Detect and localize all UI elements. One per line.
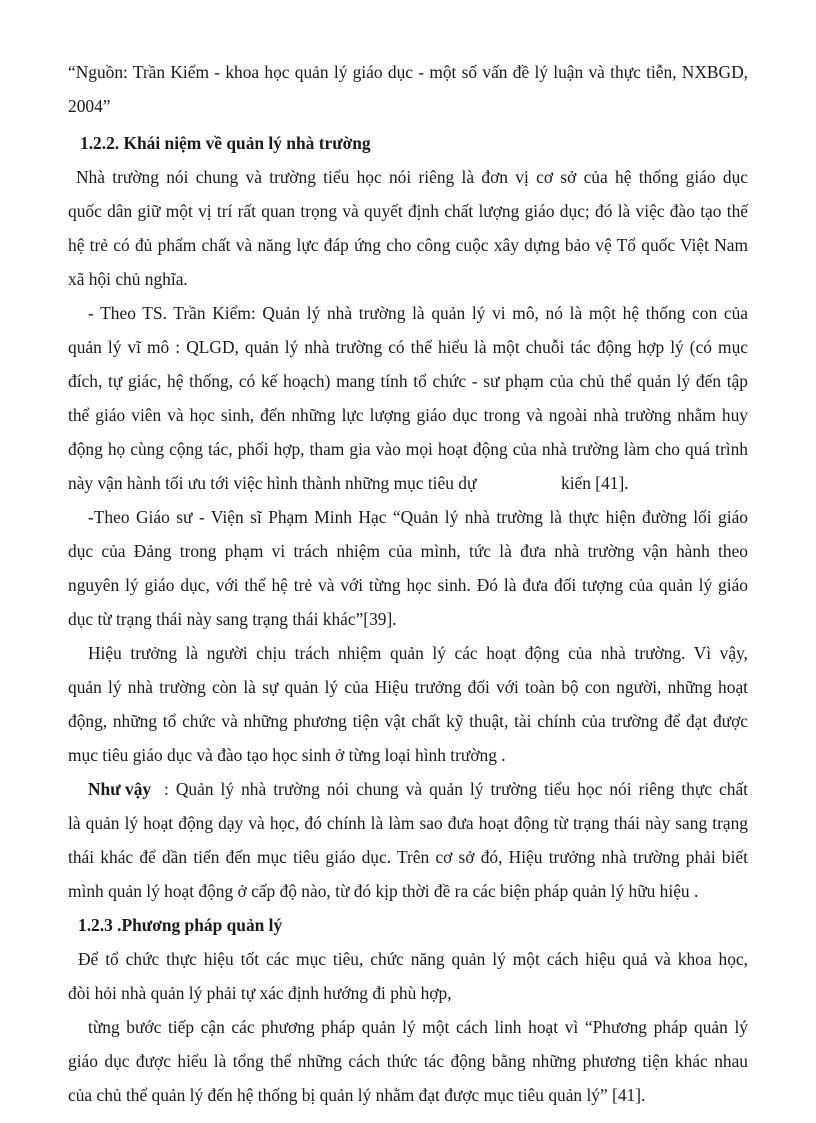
paragraph-line: động, những tổ chức và những phương tiện vật chất kỹ thuật, tài chính của trường để đạt được [68, 711, 748, 731]
paragraph-line: đòi hỏi nhà quản lý phải tự xác định hướng đi phù hợp, [68, 983, 452, 1003]
paragraph-line-fragment: kiến [41]. [561, 473, 629, 493]
paragraph-line: quản lý vĩ mô : QLGD, quản lý nhà trường có thể hiểu là một chuỗi tác động hợp lý (có mục [68, 337, 748, 357]
paragraph-line: của chủ thể quản lý đến hệ thống bị quản lý nhằm đạt được mục tiêu quản lý” [41]. [68, 1085, 646, 1105]
paragraph-line: hệ trẻ có đủ phẩm chất và năng lực đáp ứng cho công cuộc xây dựng bảo vệ Tổ quốc Việt Nam [68, 235, 748, 255]
paragraph-line: dục từ trạng thái này sang trạng thái khác”[39]. [68, 609, 397, 629]
paragraph-line: quản lý nhà trường còn là sự quản lý của Hiệu trưởng đối với toàn bộ con người, những hoạt [68, 677, 748, 697]
paragraph-line: -Theo Giáo sư - Viện sĩ Phạm Minh Hạc “Quản lý nhà trường là thực hiện đường lối giáo [88, 507, 748, 527]
paragraph-line: thể giáo viên và học sinh, đến những lực lượng giáo dục trong và ngoài nhà trường nhằm huy [68, 405, 748, 425]
paragraph-line: xã hội chủ nghĩa. [68, 269, 188, 289]
source-citation-line-2: 2004” [68, 96, 111, 116]
paragraph-line: giáo dục được hiểu là tổng thể những cách thức tác động bằng những phương tiện khác nhau [68, 1051, 748, 1071]
section-heading-1-2-2: 1.2.2. Khái niệm về quản lý nhà trường [80, 133, 371, 153]
paragraph-line: Để tổ chức thực hiệu tốt các mục tiêu, chức năng quản lý một cách hiệu quả và khoa học, [78, 949, 748, 969]
paragraph-line: từng bước tiếp cận các phương pháp quản lý một cách linh hoạt vì “Phương pháp quản lý [88, 1017, 748, 1037]
paragraph-line: nguyên lý giáo dục, với thế hệ trẻ và với từng học sinh. Đó là đưa đối tượng của quản lý giáo [68, 575, 748, 595]
paragraph-line: mình quản lý hoạt động ở cấp độ nào, từ đó kịp thời đề ra các biện pháp quản lý hữu hiệu . [68, 881, 699, 901]
paragraph-line: thái khác để dần tiến đến mục tiêu giáo dục. Trên cơ sở đó, Hiệu trưởng nhà trường phải biết [68, 847, 748, 867]
paragraph-line: : Quản lý nhà trường nói chung và quản lý trường tiểu học nói riêng thực chất [164, 779, 748, 799]
paragraph-line: Hiệu trưởng là người chịu trách nhiệm quản lý các hoạt động của nhà trường. Vì vậy, [88, 643, 748, 663]
paragraph-line: mục tiêu giáo dục và đào tạo học sinh ở từng loại hình trường . [68, 745, 506, 765]
paragraph-line: quốc dân giữ một vị trí rất quan trọng và quyết định chất lượng giáo dục; đó là việc đào tạo thế [68, 201, 748, 221]
paragraph-line: động họ cùng cộng tác, phối hợp, tham gia vào mọi hoạt động của nhà trường làm cho quá trình [68, 439, 748, 459]
section-heading-1-2-3: 1.2.3 .Phương pháp quản lý [78, 915, 283, 935]
paragraph-line: dục của Đảng trong phạm vi trách nhiệm của mình, tức là đưa nhà trường vận hành theo [68, 541, 748, 561]
conclusion-bold-lead: Như vậy [88, 779, 152, 799]
paragraph-line: là quản lý hoạt động dạy và học, đó chính là làm sao đưa hoạt động từ trạng thái này sang trạng [68, 813, 748, 833]
source-citation-line-1: “Nguồn: Trần Kiểm - khoa học quản lý giáo dục - một số vấn đề lý luận và thực tiễn, NXBGD, [68, 62, 748, 82]
paragraph-line: đích, tự giác, hệ thống, có kế hoạch) mang tính tổ chức - sư phạm của chủ thể quản lý đến tập [68, 371, 748, 391]
paragraph-line: - Theo TS. Trần Kiểm: Quản lý nhà trường là quản lý vi mô, nó là một hệ thống con của [88, 303, 748, 323]
paragraph-line: này vận hành tối ưu tới việc hình thành những mục tiêu dự [68, 473, 477, 493]
paragraph-line: Nhà trường nói chung và trường tiểu học nói riêng là đơn vị cơ sở của hệ thống giáo dục [76, 167, 748, 187]
